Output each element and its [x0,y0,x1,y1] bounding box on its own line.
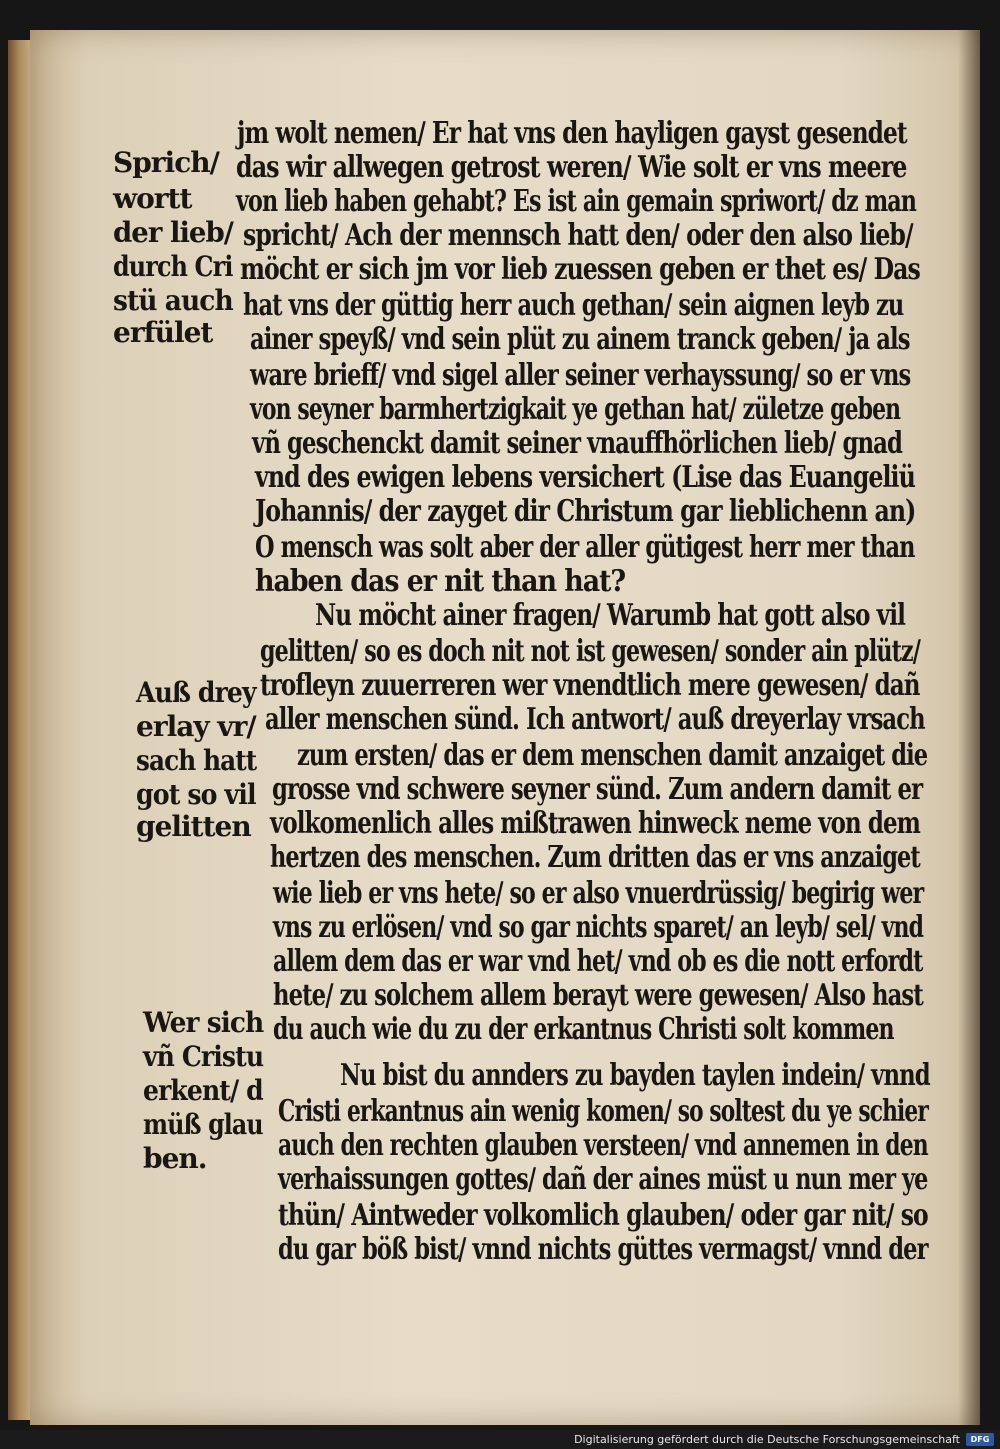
margin-note: Sprich/ [113,146,219,179]
body-line: ware brieff/ vnd sigel aller seiner verhayssung/ so er vns [250,358,911,393]
body-line: gelitten/ so es doch nit not ist gewesen/ sonder ain plütz/ [260,634,920,669]
page-edge [8,40,32,1420]
body-line: wie lieb er vns hete/ so er also vnuerdrüssig/ begirig wer [273,876,924,911]
margin-note: der lieb/ [113,216,233,249]
margin-note: gelitten [136,810,251,843]
body-line: hete/ zu solchem allem berayt were gewesen/ Also hast [273,978,923,1013]
body-line: Nu bist du annders zu bayden taylen indein/ vnnd [340,1058,930,1093]
margin-note: sach hatt [136,744,257,777]
body-line: von lieb haben gehabt? Es ist ain gemain spriwort/ dz man [236,184,917,219]
body-line: allem dem das er war vnd het/ vnd ob es die nott erfordt [273,944,923,979]
body-line: das wir allwegen getrost weren/ Wie solt er vns meere [236,150,907,185]
body-line: du auch wie du zu der erkantnus Christi solt kommen [273,1012,894,1047]
body-line: hertzen des menschen. Zum dritten das er vns anzaiget [270,840,920,875]
margin-note: got so vil [136,778,256,811]
margin-note: ben. [143,1142,207,1175]
margin-note: erfület [113,316,213,349]
body-line: Johannis/ der zayget dir Christum gar lieblichenn an) [255,494,916,529]
body-line: trofleyn zuuerreren wer vnendtlich mere gewesen/ dañ [260,668,920,703]
margin-note: erkent/ d [143,1074,263,1107]
body-line: verhaissungen gottes/ dañ der aines müst u nun mer ye [278,1162,928,1197]
body-line: haben das er nit than hat? [255,564,626,599]
body-line: auch den rechten glauben versteen/ vnd annemen in den [278,1128,928,1163]
body-line: vñ geschenckt damit seiner vnauffhörlichen lieb/ gnad [252,426,903,461]
dfg-logo: DFG [966,1433,994,1446]
body-line: spricht/ Ach der mennsch hatt den/ oder den also lieb/ [243,218,913,253]
margin-note: wortt [113,182,192,215]
body-line: zum ersten/ das er dem menschen damit anzaiget die [297,738,928,773]
body-line: jm wolt nemen/ Er hat vns den hayligen gayst gesendet [237,116,907,151]
footer-credit: Digitalisierung gefördert durch die Deutsche Forschungsgemeinschaft [574,1433,960,1446]
margin-note: Auß drey [136,676,256,709]
body-line: Nu möcht ainer fragen/ Warumb hat gott also vil [315,598,905,633]
margin-note: erlay vr/ [136,710,256,743]
body-line: Cristi erkantnus ain wenig komen/ so soltest du ye schier [278,1094,928,1129]
body-line: aller menschen sünd. Ich antwort/ auß dreyerlay vrsach [265,702,925,737]
margin-note: Wer sich [143,1006,264,1039]
body-line: O mensch was solt aber der aller gütigest herr mer than [255,530,915,565]
body-line: thün/ Aintweder volkomlich glauben/ oder gar nit/ so [278,1198,928,1233]
body-line: grosse vnd schwere seyner sünd. Zum andern damit er [272,772,923,807]
gutter-shadow [958,30,980,1425]
margin-note: müß glau [143,1108,263,1141]
footer-bar [0,1430,1000,1449]
body-line: du gar böß bist/ vnnd nichts güttes vermagst/ vnnd der [278,1232,928,1267]
margin-note: durch Cri [113,250,233,283]
body-line: hat vns der güttig herr auch gethan/ sein aignen leyb zu [243,288,904,323]
body-line: ainer speyß/ vnd sein plüt zu ainem tranck geben/ ja als [250,322,910,357]
margin-note: vñ Cristu [143,1040,264,1073]
body-line: möcht er sich jm vor lieb zuessen geben er thet es/ Das [240,252,920,287]
body-line: volkomenlich alles mißtrawen hinweck neme von dem [270,806,920,841]
body-line: vns zu erlösen/ vnd so gar nichts sparet/ an leyb/ sel/ vnd [273,910,924,945]
body-line: vnd des ewigen lebens versichert (Lise das Euangeliü [255,460,915,495]
body-line: von seyner barmhertzigkait ye gethan hat/ zületze geben [250,392,901,427]
margin-note: stü auch [113,284,233,317]
